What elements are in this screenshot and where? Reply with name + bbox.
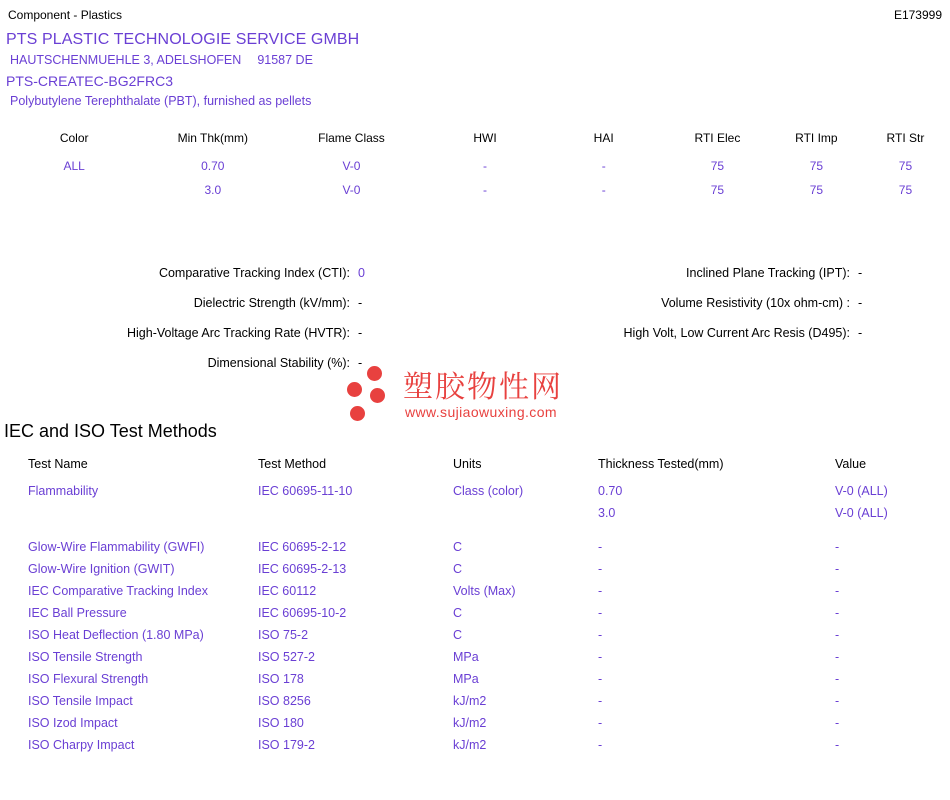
tests-cell-name: ISO Izod Impact (28, 716, 118, 730)
tests-cell-thickness: - (598, 584, 603, 598)
ratings-cell-min-thk: 3.0 (204, 183, 222, 197)
property-value-cti: 0 (358, 266, 365, 280)
tests-cell-name: Flammability (28, 484, 99, 498)
tests-cell-method: IEC 60695-11-10 (258, 484, 353, 498)
tests-cell-value: - (835, 672, 840, 686)
table-row (0, 650, 950, 672)
tests-cell-value: - (835, 562, 840, 576)
tests-cell-units: Class (color) (453, 484, 524, 498)
tests-cell-value: - (835, 606, 840, 620)
ratings-header-color: Color (59, 131, 89, 145)
tests-header-value: Value (835, 457, 867, 471)
watermark-url: www.sujiaowuxing.com (405, 404, 557, 420)
property-label-dielectric-strength: Dielectric Strength (kV/mm): (193, 296, 350, 310)
tests-cell-method (258, 506, 453, 528)
tests-cell-value: - (835, 716, 840, 730)
document-header-row (8, 8, 942, 22)
material-description: Polybutylene Terephthalate (PBT), furnished as pellets (10, 94, 312, 108)
tests-cell-name: IEC Ball Pressure (28, 606, 127, 620)
ratings-header-rti-imp: RTI Imp (795, 131, 838, 145)
tests-cell-units: MPa (453, 672, 479, 686)
tests-cell-units: Volts (Max) (453, 584, 516, 598)
property-label-d495: High Volt, Low Current Arc Resis (D495): (623, 326, 850, 340)
tests-cell-thickness: - (598, 606, 603, 620)
tests-cell-value: - (835, 584, 840, 598)
tests-cell-name: ISO Charpy Impact (28, 738, 135, 752)
tests-cell-units: C (453, 628, 463, 642)
table-row (0, 716, 950, 738)
tests-cell-units: C (453, 540, 463, 554)
tests-cell-thickness: - (598, 562, 603, 576)
table-row (0, 584, 950, 606)
property-label-cti: Comparative Tracking Index (CTI): (158, 266, 350, 280)
property-value-dimensional-stability: - (358, 356, 363, 370)
ratings-table (0, 131, 950, 207)
ratings-header-min-thk: Min Thk(mm) (177, 131, 249, 145)
tests-cell-units: C (453, 606, 463, 620)
tests-cell-units: kJ/m2 (453, 716, 487, 730)
tests-cell-method: IEC 60112 (258, 584, 317, 598)
table-row (0, 738, 950, 760)
tests-cell-method: ISO 178 (258, 672, 304, 686)
tests-table (0, 457, 950, 760)
ratings-cell-hai: - (601, 183, 606, 197)
tests-header-test-name: Test Name (28, 457, 88, 471)
property-cell-left (0, 296, 400, 310)
tests-cell-thickness: 0.70 (598, 484, 623, 498)
tests-cell-name: ISO Tensile Strength (28, 650, 143, 664)
property-cell-right (400, 326, 900, 340)
tests-cell-value: - (835, 540, 840, 554)
ratings-header-flame-class: Flame Class (318, 131, 385, 145)
table-row (0, 628, 950, 650)
property-cell-right (400, 266, 900, 280)
tests-cell-value: - (835, 694, 840, 708)
ratings-cell-flame-class: V-0 (342, 159, 361, 173)
property-label-volume-resistivity: Volume Resistivity (10x ohm-cm) : (661, 296, 850, 310)
table-row (0, 484, 950, 506)
tests-header-thickness: Thickness Tested(mm) (598, 457, 724, 471)
tests-cell-thickness: - (598, 650, 603, 664)
tests-cell-thickness: - (598, 716, 603, 730)
property-value-d495: - (858, 326, 863, 340)
property-label-hvtr: High-Voltage Arc Tracking Rate (HVTR): (127, 326, 350, 340)
tests-cell-name: ISO Tensile Impact (28, 694, 133, 708)
tests-cell-value: - (835, 650, 840, 664)
ratings-cell-rti-str: 75 (898, 159, 913, 173)
property-row (0, 326, 950, 356)
ratings-header-rti-str: RTI Str (886, 131, 925, 145)
tests-cell-method: ISO 75-2 (258, 628, 309, 642)
tests-cell-method: IEC 60695-2-12 (258, 540, 347, 554)
property-value-volume-resistivity: - (858, 296, 863, 310)
ratings-cell-hai: - (601, 159, 606, 173)
tests-cell-method: IEC 60695-10-2 (258, 606, 347, 620)
table-row (0, 506, 950, 528)
tests-cell-value: - (835, 628, 840, 642)
company-address-postal: 91587 DE (257, 53, 313, 67)
tests-cell-units: C (453, 562, 463, 576)
tests-cell-name: ISO Flexural Strength (28, 672, 149, 686)
tests-cell-thickness: - (598, 694, 603, 708)
table-row (0, 540, 950, 562)
tests-cell-method: ISO 179-2 (258, 738, 315, 752)
ratings-header-row (0, 131, 950, 159)
table-row (0, 694, 950, 716)
ratings-cell-flame-class: V-0 (342, 183, 361, 197)
tests-header-test-method: Test Method (258, 457, 327, 471)
ratings-header-rti-elec: RTI Elec (694, 131, 741, 145)
tests-header-units: Units (453, 457, 482, 471)
ratings-cell-rti-elec: 75 (710, 183, 725, 197)
tests-cell-thickness: - (598, 672, 603, 686)
ratings-cell-color: ALL (63, 159, 85, 173)
tests-cell-name: IEC Comparative Tracking Index (28, 584, 208, 598)
table-row-spacer (0, 528, 950, 540)
tests-cell-value: - (835, 738, 840, 752)
tests-cell-value: V-0 (ALL) (835, 484, 888, 498)
component-label: Component - Plastics (8, 8, 123, 22)
property-cell-left (0, 266, 400, 280)
property-cell-left (0, 326, 400, 340)
product-code: PTS-CREATEC-BG2FRC3 (6, 73, 173, 89)
tests-cell-thickness: 3.0 (598, 506, 616, 520)
tests-cell-name: ISO Heat Deflection (1.80 MPa) (28, 628, 204, 642)
property-row (0, 266, 950, 296)
company-address-street: HAUTSCHENMUEHLE 3, ADELSHOFEN (10, 53, 242, 67)
tests-cell-name: Glow-Wire Ignition (GWIT) (28, 562, 175, 576)
property-row (0, 296, 950, 326)
properties-block (0, 266, 950, 386)
ratings-cell-hwi: - (483, 183, 488, 197)
property-value-ipt: - (858, 266, 863, 280)
tests-cell-method: ISO 8256 (258, 694, 311, 708)
page-title: IEC and ISO Test Methods (4, 421, 217, 441)
tests-cell-method: ISO 180 (258, 716, 304, 730)
tests-cell-thickness: - (598, 738, 603, 752)
ratings-header-hai: HAI (593, 131, 614, 145)
tests-cell-name: Glow-Wire Flammability (GWFI) (28, 540, 205, 554)
table-row (0, 183, 950, 207)
ratings-cell-rti-elec: 75 (710, 159, 725, 173)
company-name: PTS PLASTIC TECHNOLOGIE SERVICE GMBH (6, 31, 360, 48)
tests-cell-thickness: - (598, 628, 603, 642)
tests-header-row (0, 457, 950, 484)
property-value-hvtr: - (358, 326, 363, 340)
property-cell-right (400, 296, 900, 310)
property-label-dimensional-stability: Dimensional Stability (%): (207, 356, 350, 370)
tests-cell-units: kJ/m2 (453, 738, 487, 752)
tests-cell-method: ISO 527-2 (258, 650, 315, 664)
watermark-text: 塑胶物性网 (403, 370, 563, 405)
table-row (0, 159, 950, 183)
ratings-cell-rti-imp: 75 (809, 183, 824, 197)
company-address (10, 53, 313, 67)
ratings-cell-color (0, 183, 148, 207)
ratings-cell-min-thk: 0.70 (201, 159, 225, 173)
tests-cell-units: kJ/m2 (453, 694, 487, 708)
property-value-dielectric-strength: - (358, 296, 363, 310)
tests-cell-value: V-0 (ALL) (835, 506, 888, 520)
tests-cell-units (453, 506, 598, 528)
table-row (0, 562, 950, 584)
ratings-header-hwi: HWI (473, 131, 497, 145)
tests-cell-method: IEC 60695-2-13 (258, 562, 347, 576)
property-cell-left (0, 356, 400, 370)
ratings-cell-rti-imp: 75 (809, 159, 824, 173)
table-row (0, 606, 950, 628)
ratings-cell-hwi: - (483, 159, 488, 173)
tests-cell-thickness: - (598, 540, 603, 554)
tests-cell-units: MPa (453, 650, 479, 664)
table-row (0, 672, 950, 694)
property-row (0, 356, 950, 386)
ratings-cell-rti-str: 75 (898, 183, 913, 197)
file-number: E173999 (893, 8, 942, 22)
tests-cell-name (0, 506, 258, 528)
property-label-ipt: Inclined Plane Tracking (IPT): (686, 266, 850, 280)
